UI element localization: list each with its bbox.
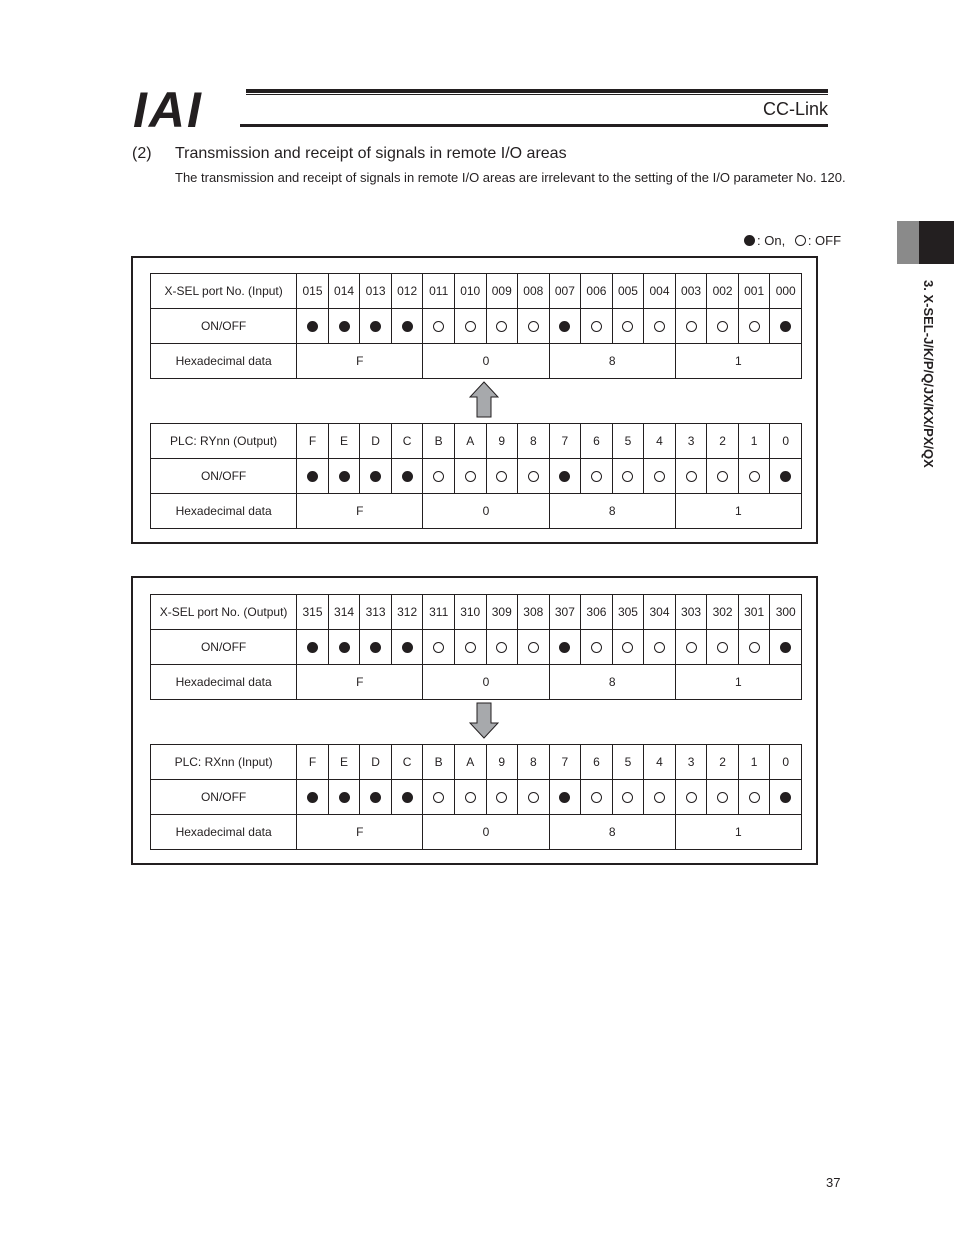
on-dot-icon — [402, 321, 413, 332]
hex-row — [151, 665, 802, 700]
hex-value: F — [297, 494, 423, 529]
state-cell — [297, 630, 329, 665]
off-circle-icon — [496, 321, 507, 332]
section-title: Transmission and receipt of signals in remote I/O areas — [175, 145, 567, 162]
port-number: 013 — [360, 274, 392, 309]
port-number: 1 — [738, 424, 770, 459]
port-number: 301 — [738, 595, 770, 630]
off-circle-icon — [686, 321, 697, 332]
arrow-down-icon — [469, 702, 499, 739]
off-circle-icon — [622, 792, 633, 803]
onoff-row — [151, 309, 802, 344]
legend — [744, 233, 841, 248]
off-circle-icon — [749, 792, 760, 803]
port-number: 0 — [770, 745, 802, 780]
state-cell — [518, 630, 550, 665]
port-label: X-SEL port No. (Input) — [151, 274, 297, 309]
hex-value: 0 — [423, 344, 549, 379]
onoff-label: ON/OFF — [151, 780, 297, 815]
state-cell — [644, 309, 676, 344]
state-cell — [675, 309, 707, 344]
product-name: CC-Link — [762, 99, 828, 119]
on-dot-icon — [307, 792, 318, 803]
port-number: A — [454, 745, 486, 780]
off-circle-icon — [496, 642, 507, 653]
state-cell — [518, 309, 550, 344]
state-cell — [391, 780, 423, 815]
state-cell — [644, 630, 676, 665]
off-circle-icon — [749, 471, 760, 482]
on-dot-icon — [780, 792, 791, 803]
hex-value: 8 — [549, 665, 675, 700]
state-cell — [486, 459, 518, 494]
off-circle-icon — [622, 471, 633, 482]
port-number: C — [391, 424, 423, 459]
off-circle-icon — [717, 792, 728, 803]
port-number: 311 — [423, 595, 455, 630]
port-number: 304 — [644, 595, 676, 630]
state-cell — [581, 309, 613, 344]
state-cell — [454, 309, 486, 344]
port-number: 315 — [297, 595, 329, 630]
on-dot-icon — [780, 642, 791, 653]
state-cell — [581, 459, 613, 494]
state-cell — [454, 780, 486, 815]
state-cell — [707, 309, 739, 344]
hex-value: F — [297, 344, 423, 379]
side-tab-label: 3. X-SEL-J/K/P/Q/JX/KX/PX/QX — [921, 280, 936, 468]
state-cell — [770, 630, 802, 665]
on-dot-icon — [744, 235, 755, 246]
state-cell — [360, 780, 392, 815]
onoff-row — [151, 459, 802, 494]
port-number: 307 — [549, 595, 581, 630]
hex-value: F — [297, 815, 423, 850]
off-circle-icon — [528, 471, 539, 482]
on-dot-icon — [370, 792, 381, 803]
port-number: 009 — [486, 274, 518, 309]
state-cell — [707, 459, 739, 494]
off-circle-icon — [465, 792, 476, 803]
off-circle-icon — [591, 471, 602, 482]
port-number: 8 — [518, 745, 550, 780]
off-circle-icon — [622, 642, 633, 653]
port-number: 4 — [644, 745, 676, 780]
on-dot-icon — [402, 642, 413, 653]
state-cell — [738, 780, 770, 815]
on-dot-icon — [559, 321, 570, 332]
off-circle-icon — [622, 321, 633, 332]
hex-label: Hexadecimal data — [151, 665, 297, 700]
hex-value: 1 — [675, 344, 801, 379]
arrow-up-icon — [469, 381, 499, 418]
port-number: E — [328, 424, 360, 459]
off-circle-icon — [686, 642, 697, 653]
onoff-row — [151, 630, 802, 665]
port-number: 012 — [391, 274, 423, 309]
state-cell — [770, 459, 802, 494]
port-number: 9 — [486, 424, 518, 459]
port-number: 005 — [612, 274, 644, 309]
state-cell — [581, 630, 613, 665]
state-cell — [612, 630, 644, 665]
side-tab-black — [919, 221, 954, 264]
state-cell — [612, 309, 644, 344]
legend-on-label: : On, — [757, 233, 786, 248]
port-number: 3 — [675, 745, 707, 780]
port-number: 314 — [328, 595, 360, 630]
on-dot-icon — [339, 792, 350, 803]
off-circle-icon — [528, 792, 539, 803]
hex-value: 8 — [549, 344, 675, 379]
state-cell — [423, 309, 455, 344]
state-cell — [360, 459, 392, 494]
state-cell — [644, 459, 676, 494]
io-table — [150, 273, 802, 379]
io-table — [150, 423, 802, 529]
port-number: 309 — [486, 595, 518, 630]
iai-logo: IAI — [133, 82, 203, 138]
port-number: 006 — [581, 274, 613, 309]
hex-row — [151, 815, 802, 850]
on-dot-icon — [780, 321, 791, 332]
on-dot-icon — [370, 321, 381, 332]
port-number: 002 — [707, 274, 739, 309]
hex-row — [151, 344, 802, 379]
io-table — [150, 594, 802, 700]
section-number: (2) — [132, 145, 152, 162]
hex-value: 8 — [549, 494, 675, 529]
port-number: 4 — [644, 424, 676, 459]
state-cell — [486, 630, 518, 665]
port-number: 300 — [770, 595, 802, 630]
off-circle-icon — [496, 471, 507, 482]
off-circle-icon — [433, 321, 444, 332]
port-number: 008 — [518, 274, 550, 309]
state-cell — [423, 630, 455, 665]
off-circle-icon — [433, 471, 444, 482]
port-row — [151, 424, 802, 459]
port-number: 011 — [423, 274, 455, 309]
state-cell — [328, 780, 360, 815]
port-number: 308 — [518, 595, 550, 630]
state-cell — [486, 780, 518, 815]
port-number: 7 — [549, 745, 581, 780]
onoff-row — [151, 780, 802, 815]
state-cell — [328, 630, 360, 665]
port-number: 2 — [707, 424, 739, 459]
off-circle-icon — [591, 792, 602, 803]
port-row — [151, 274, 802, 309]
state-cell — [770, 780, 802, 815]
state-cell — [454, 630, 486, 665]
off-circle-icon — [749, 321, 760, 332]
state-cell — [486, 309, 518, 344]
off-circle-icon — [717, 321, 728, 332]
state-cell — [391, 459, 423, 494]
state-cell — [454, 459, 486, 494]
state-cell — [549, 459, 581, 494]
on-dot-icon — [370, 642, 381, 653]
port-number: 1 — [738, 745, 770, 780]
off-circle-icon — [433, 792, 444, 803]
off-circle-icon — [591, 321, 602, 332]
port-number: 0 — [770, 424, 802, 459]
state-cell — [549, 780, 581, 815]
off-circle-icon — [465, 642, 476, 653]
on-dot-icon — [307, 321, 318, 332]
state-cell — [360, 309, 392, 344]
port-number: D — [360, 424, 392, 459]
state-cell — [423, 459, 455, 494]
port-number: B — [423, 424, 455, 459]
port-number: 5 — [612, 424, 644, 459]
state-cell — [675, 630, 707, 665]
onoff-label: ON/OFF — [151, 459, 297, 494]
off-circle-icon — [433, 642, 444, 653]
hex-label: Hexadecimal data — [151, 815, 297, 850]
port-number: D — [360, 745, 392, 780]
on-dot-icon — [559, 471, 570, 482]
hex-value: 0 — [423, 815, 549, 850]
on-dot-icon — [307, 471, 318, 482]
state-cell — [391, 630, 423, 665]
legend-off-label: : OFF — [807, 233, 842, 248]
on-dot-icon — [559, 792, 570, 803]
on-dot-icon — [307, 642, 318, 653]
port-label: X-SEL port No. (Output) — [151, 595, 297, 630]
on-dot-icon — [339, 321, 350, 332]
port-number: A — [454, 424, 486, 459]
onoff-label: ON/OFF — [151, 309, 297, 344]
port-number: 2 — [707, 745, 739, 780]
port-label: PLC: RXnn (Input) — [151, 745, 297, 780]
state-cell — [549, 309, 581, 344]
port-number: 001 — [738, 274, 770, 309]
hex-label: Hexadecimal data — [151, 494, 297, 529]
header-rule-top — [246, 89, 828, 93]
off-circle-icon — [654, 321, 665, 332]
state-cell — [328, 309, 360, 344]
off-circle-icon — [654, 792, 665, 803]
port-number: 3 — [675, 424, 707, 459]
state-cell — [770, 309, 802, 344]
port-number: F — [297, 745, 329, 780]
off-circle-icon — [528, 321, 539, 332]
port-number: 5 — [612, 745, 644, 780]
off-circle-icon — [465, 471, 476, 482]
hex-label: Hexadecimal data — [151, 344, 297, 379]
hex-value: 0 — [423, 494, 549, 529]
port-number: 306 — [581, 595, 613, 630]
port-number: 8 — [518, 424, 550, 459]
state-cell — [518, 780, 550, 815]
port-number: 003 — [675, 274, 707, 309]
state-cell — [738, 459, 770, 494]
port-number: 302 — [707, 595, 739, 630]
hex-value: F — [297, 665, 423, 700]
port-number: 310 — [454, 595, 486, 630]
state-cell — [738, 309, 770, 344]
port-number: 6 — [581, 424, 613, 459]
port-number: E — [328, 745, 360, 780]
port-number: 6 — [581, 745, 613, 780]
state-cell — [391, 309, 423, 344]
on-dot-icon — [402, 471, 413, 482]
port-number: 004 — [644, 274, 676, 309]
state-cell — [581, 780, 613, 815]
state-cell — [738, 630, 770, 665]
state-cell — [675, 459, 707, 494]
port-number: 313 — [360, 595, 392, 630]
off-circle-icon — [591, 642, 602, 653]
off-circle-icon — [717, 642, 728, 653]
state-cell — [297, 309, 329, 344]
state-cell — [518, 459, 550, 494]
port-number: 015 — [297, 274, 329, 309]
port-number: 7 — [549, 424, 581, 459]
header-rule-bottom — [240, 124, 828, 127]
port-number: B — [423, 745, 455, 780]
port-number: 014 — [328, 274, 360, 309]
page-number: 37 — [826, 1175, 841, 1190]
hex-value: 8 — [549, 815, 675, 850]
on-dot-icon — [339, 642, 350, 653]
port-number: 312 — [391, 595, 423, 630]
on-dot-icon — [402, 792, 413, 803]
state-cell — [612, 459, 644, 494]
port-number: 9 — [486, 745, 518, 780]
off-circle-icon — [717, 471, 728, 482]
port-row — [151, 595, 802, 630]
state-cell — [297, 780, 329, 815]
state-cell — [707, 780, 739, 815]
port-label: PLC: RYnn (Output) — [151, 424, 297, 459]
hex-value: 1 — [675, 815, 801, 850]
state-cell — [675, 780, 707, 815]
off-circle-icon — [654, 642, 665, 653]
port-number: 007 — [549, 274, 581, 309]
hex-value: 0 — [423, 665, 549, 700]
off-circle-icon — [465, 321, 476, 332]
side-tab-grey — [897, 221, 919, 264]
off-circle-icon — [528, 642, 539, 653]
state-cell — [707, 630, 739, 665]
on-dot-icon — [559, 642, 570, 653]
section-body: The transmission and receipt of signals in remote I/O areas are irrelevant to the setting of the I/O parameter No. 120. — [175, 170, 846, 185]
io-table — [150, 744, 802, 850]
off-circle-icon — [686, 471, 697, 482]
port-number: 000 — [770, 274, 802, 309]
hex-value: 1 — [675, 494, 801, 529]
hex-value: 1 — [675, 665, 801, 700]
port-number: 305 — [612, 595, 644, 630]
off-circle-icon — [795, 235, 806, 246]
state-cell — [612, 780, 644, 815]
port-row — [151, 745, 802, 780]
port-number: 303 — [675, 595, 707, 630]
header-rule-thin — [246, 94, 828, 95]
state-cell — [644, 780, 676, 815]
off-circle-icon — [496, 792, 507, 803]
state-cell — [423, 780, 455, 815]
on-dot-icon — [780, 471, 791, 482]
port-number: F — [297, 424, 329, 459]
port-number: C — [391, 745, 423, 780]
onoff-label: ON/OFF — [151, 630, 297, 665]
off-circle-icon — [654, 471, 665, 482]
state-cell — [328, 459, 360, 494]
off-circle-icon — [749, 642, 760, 653]
state-cell — [297, 459, 329, 494]
on-dot-icon — [339, 471, 350, 482]
hex-row — [151, 494, 802, 529]
on-dot-icon — [370, 471, 381, 482]
port-number: 010 — [454, 274, 486, 309]
state-cell — [360, 630, 392, 665]
state-cell — [549, 630, 581, 665]
off-circle-icon — [686, 792, 697, 803]
